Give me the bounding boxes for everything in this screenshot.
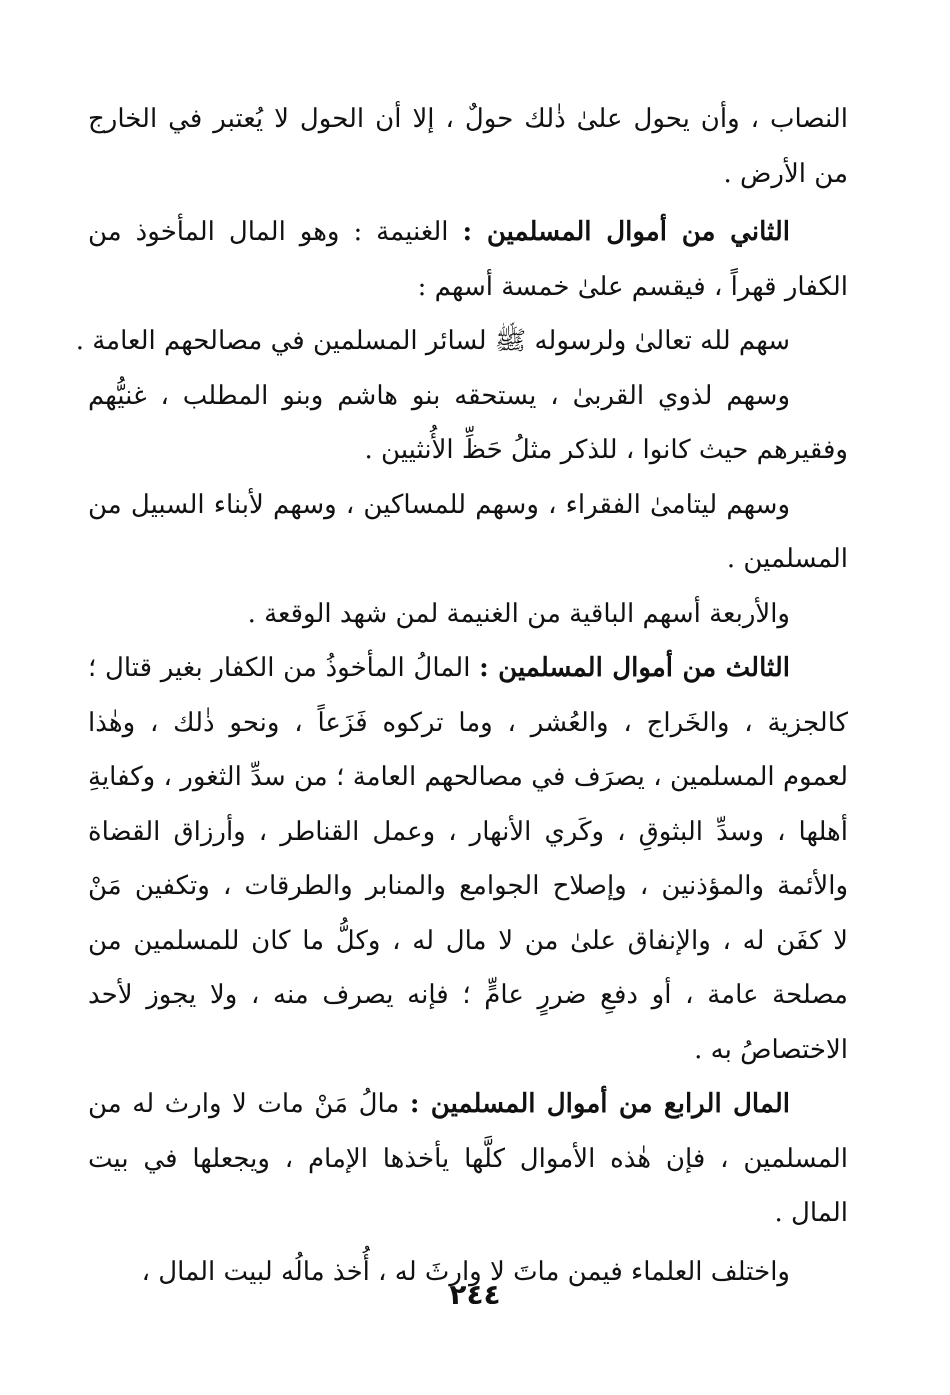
section-heading: الثاني من أموال المسلمين : bbox=[462, 217, 790, 247]
text-span: المالُ المأخوذُ من الكفار بغير قتال ؛ bbox=[88, 653, 480, 683]
text-span: مالُ مَنْ مات لا وارث له من bbox=[88, 1089, 410, 1119]
text-line: النصاب ، وأن يحول علىٰ ذٰلك حولٌ ، إلا أن الحول لا يُعتبر في الخارج bbox=[88, 104, 848, 134]
page-number: ٢٤٤ bbox=[449, 1278, 501, 1311]
heading-line bbox=[88, 205, 848, 260]
text-line: واختلف العلماء فيمن ماتَ لا وارثَ له ، أُخذ مالُه لبيت المال ، bbox=[141, 1256, 790, 1287]
text-line: والأئمة والمؤذنين ، وإصلاح الجوامع والمنابر والطرقات ، وتكفين مَنْ bbox=[88, 871, 848, 901]
text-line: لا كفَن له ، والإنفاق علىٰ من لا مال له ، وكلُّ ما كان للمسلمين من bbox=[88, 925, 848, 956]
section-heading: المال الرابع من أموال المسلمين : bbox=[409, 1089, 791, 1119]
text-line: والأربعة أسهم الباقية من الغنيمة لمن شهد الوقعة . bbox=[247, 598, 790, 629]
section-heading: الثالث من أموال المسلمين : bbox=[479, 653, 791, 683]
text-line: وفقيرهم حيث كانوا ، للذكر مثلُ حَظِّ الأُنثيين . bbox=[364, 435, 848, 465]
text-line: الاختصاصُ به . bbox=[694, 1034, 848, 1065]
text-line: وسهم لذوي القربىٰ ، يستحقه بنو هاشم وبنو المطلب ، غنيُّهم bbox=[88, 380, 790, 411]
text-line: المال . bbox=[774, 1198, 848, 1228]
text-span: الغنيمة : وهو المال المأخوذ من bbox=[88, 217, 463, 247]
text-line: من الأرض . bbox=[723, 158, 848, 189]
text-line: وسهم ليتامىٰ الفقراء ، وسهم للمساكين ، وسهم لأبناء السبيل من bbox=[88, 489, 790, 520]
text-line: مصلحة عامة ، أو دفعِ ضررٍ عامٍّ ؛ فإنه يصرف منه ، ولا يجوز لأحد bbox=[88, 980, 848, 1010]
text-line: لعموم المسلمين ، يصرَف في مصالحهم العامة ؛ من سدِّ الثغور ، وكفايةِ bbox=[88, 762, 848, 792]
page-body bbox=[75, 92, 848, 1299]
text-line: الكفار قهراً ، فيقسم علىٰ خمسة أسهم : bbox=[417, 271, 848, 302]
text-line: المسلمين ، فإن هٰذه الأموال كلَّها يأخذها الإمام ، ويجعلها في بيت bbox=[88, 1143, 848, 1174]
heading-line bbox=[88, 1077, 848, 1132]
text-line: المسلمين . bbox=[726, 544, 848, 574]
text-line: كالجزية ، والخَراج ، والعُشر ، وما تركوه فَزَعاً ، ونحو ذٰلك ، وهٰذا bbox=[88, 707, 848, 738]
heading-line bbox=[88, 641, 848, 696]
text-line: سهم لله تعالىٰ ولرسوله ﷺ لسائر المسلمين في مصالحهم العامة . bbox=[75, 326, 790, 356]
text-line: أهلها ، وسدِّ البثوقِ ، وكَري الأنهار ، وعمل القناطر ، وأرزاق القضاة bbox=[88, 816, 848, 847]
